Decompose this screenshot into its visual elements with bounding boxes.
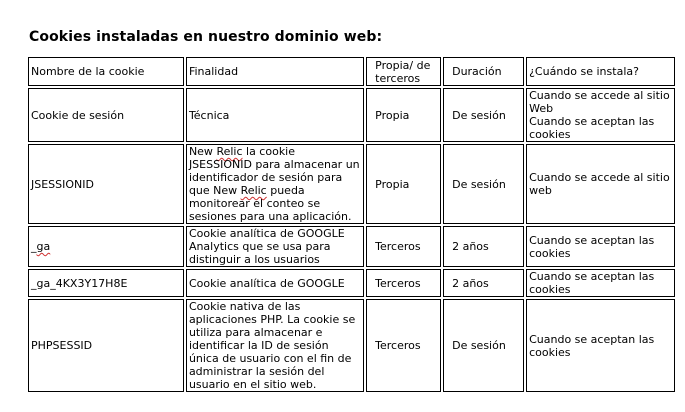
table-header-row	[28, 57, 675, 86]
header-owner: Propia/ de terceros	[366, 57, 441, 86]
cell-cookie-name	[28, 226, 184, 267]
cell-cookie-name: JSESSIONID	[28, 144, 184, 224]
header-purpose: Finalidad	[186, 57, 364, 86]
cell-duration: De sesión	[443, 299, 524, 392]
cookie-name-prefix: _	[31, 240, 37, 253]
table-row	[28, 299, 675, 392]
cell-when-installed: Cuando se aceptan las cookies	[526, 269, 675, 297]
cell-purpose: Técnica	[186, 88, 364, 142]
cell-purpose: Cookie analítica de GOOGLE Analytics que se usa para distinguir a los usuarios	[186, 226, 364, 267]
page-title: Cookies instaladas en nuestro dominio web:	[29, 29, 383, 45]
when-installed-line: Cuando se aceptan las cookies	[529, 115, 655, 141]
header-cookie-name: Nombre de la cookie	[28, 57, 184, 86]
cell-cookie-name: PHPSESSID	[28, 299, 184, 392]
cell-cookie-name: Cookie de sesión	[28, 88, 184, 142]
cell-duration: 2 años	[443, 269, 524, 297]
cell-purpose: Cookie nativa de las aplicaciones PHP. La cookie se utiliza para almacenar e identificar la ID de sesión única de usuario con el fin de administrar la sesión del usuario en el sitio web.	[186, 299, 364, 392]
cell-duration: De sesión	[443, 88, 524, 142]
cell-purpose: Cookie analítica de GOOGLE	[186, 269, 364, 297]
spellcheck-word: Relic	[240, 184, 267, 197]
cell-when-installed: Cuando se accede al sitio web	[526, 144, 675, 224]
cell-owner: Propia	[366, 88, 441, 142]
header-duration: Duración	[443, 57, 524, 86]
cell-owner: Propia	[366, 144, 441, 224]
purpose-text: la cookie JSESSIONID para almacenar un identificador de sesión para que New	[188, 145, 360, 197]
spellcheck-word: Relic	[216, 145, 243, 158]
cell-when-installed: Cuando se aceptan las cookies	[526, 299, 675, 392]
cell-duration: 2 años	[443, 226, 524, 267]
when-installed-line: Cuando se accede al sitio Web	[529, 89, 670, 115]
purpose-text: pueda monitorear el conteo se sesiones para una aplicación.	[188, 184, 352, 223]
cell-owner: Terceros	[366, 226, 441, 267]
cell-owner: Terceros	[366, 269, 441, 297]
table-row	[28, 226, 675, 267]
table-row	[28, 88, 675, 142]
table-row	[28, 269, 675, 297]
cell-when-installed	[526, 88, 675, 142]
header-when-installed: ¿Cuándo se instala?	[526, 57, 675, 86]
cell-when-installed: Cuando se aceptan las cookies	[526, 226, 675, 267]
spellcheck-word: ga	[36, 240, 51, 253]
cell-cookie-name: _ga_4KX3Y17H8E	[28, 269, 184, 297]
cookies-table	[26, 55, 677, 394]
cell-owner: Terceros	[366, 299, 441, 392]
table-row	[28, 144, 675, 224]
cell-purpose	[186, 144, 364, 224]
cell-duration: De sesión	[443, 144, 524, 224]
purpose-text: New	[188, 145, 217, 158]
